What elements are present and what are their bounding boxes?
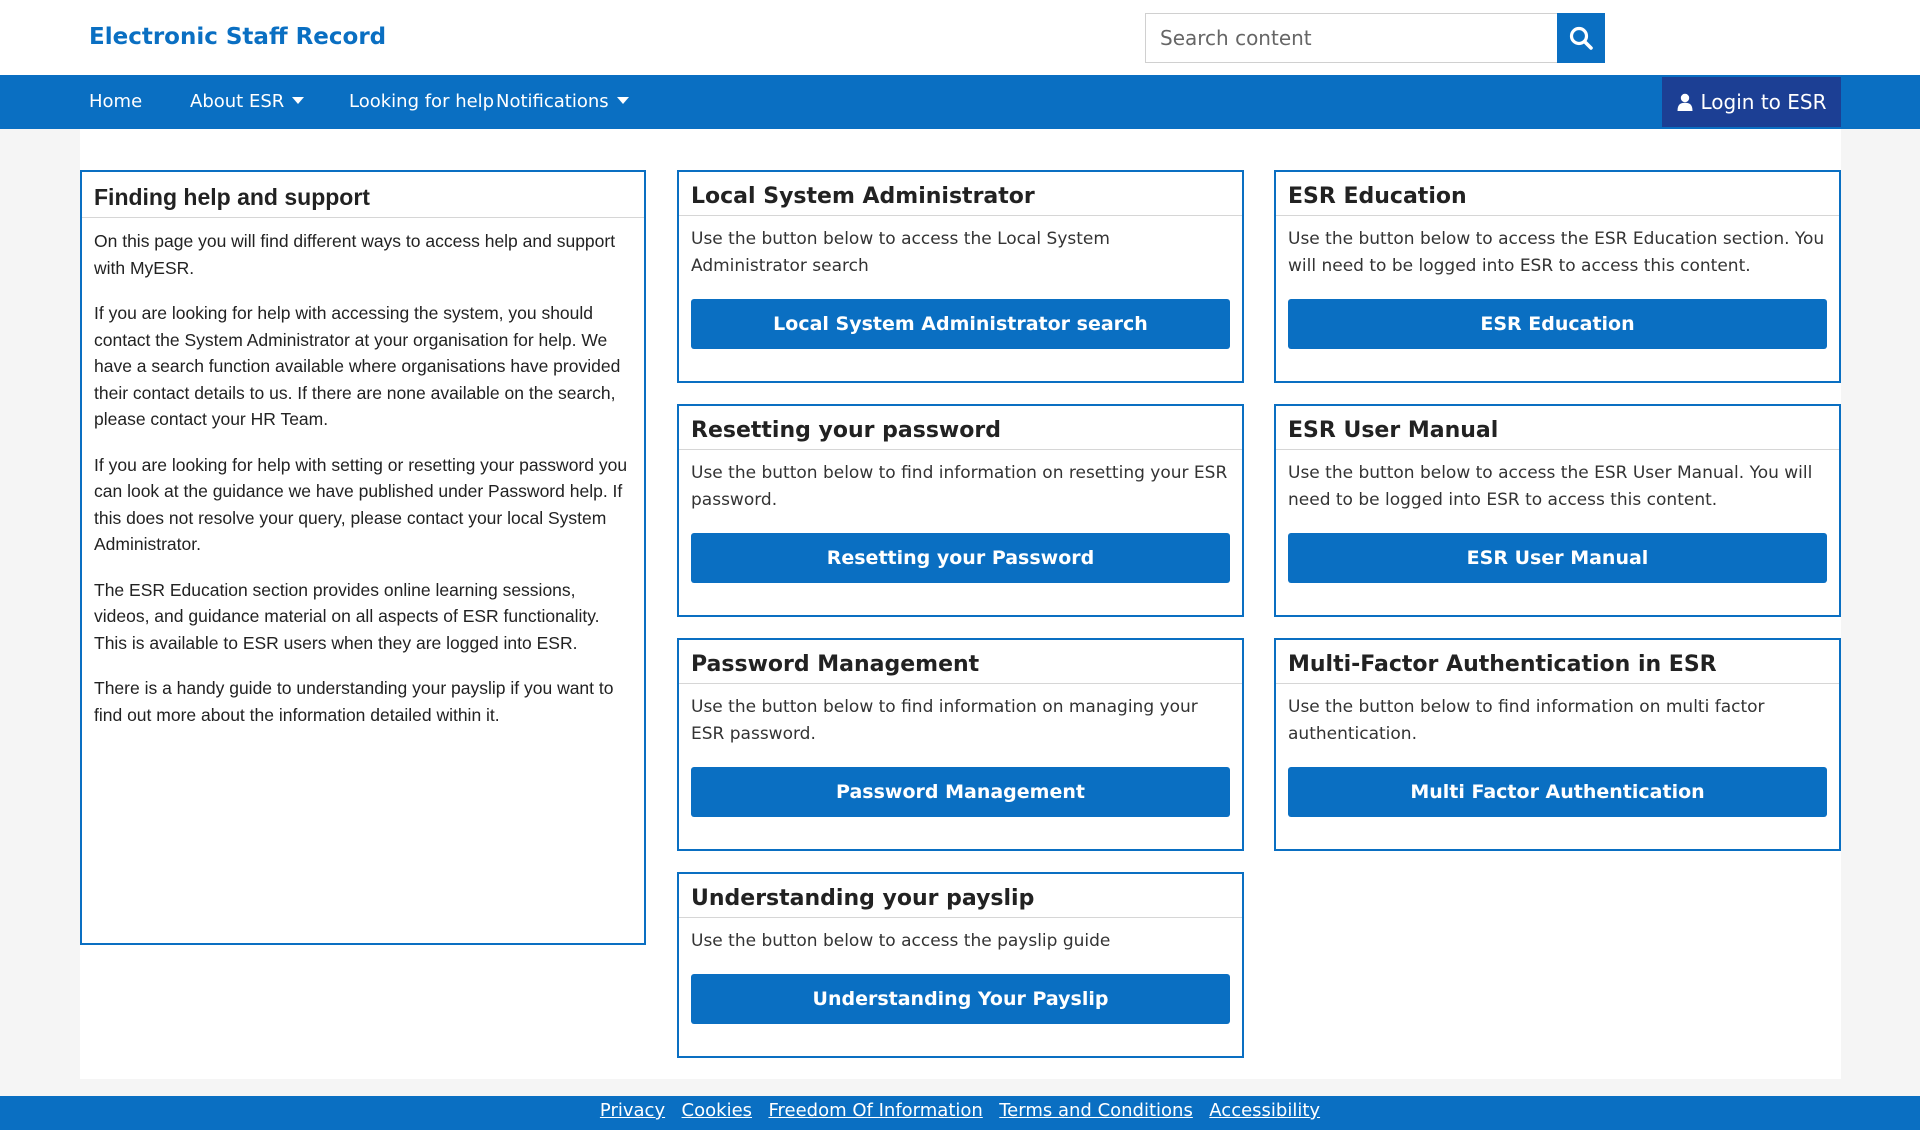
nav-item-label: Looking for help: [349, 91, 495, 112]
nav-item-label: About ESR: [190, 91, 285, 112]
card-text: Use the button below to access the payslip guide: [691, 931, 1111, 951]
nav-item-looking-for-help[interactable]: [349, 75, 494, 129]
footer-link-privacy[interactable]: Privacy: [599, 1100, 666, 1121]
footer-link-freedom-of-information[interactable]: Freedom Of Information: [768, 1100, 983, 1121]
card-esr-user-manual: [1274, 404, 1841, 617]
card-text: Use the button below to access the Local System Administrator search: [691, 229, 1110, 276]
card-password-management: [677, 638, 1244, 851]
nav-item-about-esr[interactable]: [190, 75, 304, 129]
card-title: Local System Administrator: [679, 172, 1242, 216]
nav-item-label: Home: [89, 91, 143, 112]
footer-link-terms-and-conditions[interactable]: Terms and Conditions: [999, 1100, 1193, 1121]
card-title: Password Management: [679, 640, 1242, 684]
card-title: ESR User Manual: [1276, 406, 1839, 450]
card-understanding-payslip: [677, 872, 1244, 1058]
card-title: Resetting your password: [679, 406, 1242, 450]
resetting-password-button[interactable]: Resetting your Password: [691, 533, 1230, 583]
card-text: Use the button below to access the ESR Education section. You will need to be logged into ESR to access this content.: [1288, 229, 1825, 276]
multi-factor-authentication-button[interactable]: Multi Factor Authentication: [1288, 767, 1827, 817]
card-text: Use the button below to find information on multi factor authentication.: [1288, 697, 1765, 744]
user-icon: [1677, 93, 1693, 111]
nav-item-label: Notifications: [496, 91, 609, 112]
card-title: Multi-Factor Authentication in ESR: [1276, 640, 1839, 684]
esr-user-manual-button[interactable]: ESR User Manual: [1288, 533, 1827, 583]
card-local-system-administrator: [677, 170, 1244, 383]
card-resetting-password: [677, 404, 1244, 617]
card-multi-factor-authentication: [1274, 638, 1841, 851]
password-management-button[interactable]: Password Management: [691, 767, 1230, 817]
help-paragraph: If you are looking for help with accessing the system, you should contact the System Administrator at your organisation for help. We have a search function available where organisations have provided their contact details to us. If there are none available on the search, please contact your HR Team.: [94, 303, 621, 429]
card-title: ESR Education: [1276, 172, 1839, 216]
help-panel: [80, 170, 646, 945]
magnifier-icon: [1568, 25, 1594, 51]
footer-link-cookies[interactable]: Cookies: [681, 1100, 753, 1121]
caret-down-icon: [292, 97, 304, 104]
help-paragraph: If you are looking for help with setting or resetting your password you can look at the guidance we have published under Password help. If this does not resolve your query, please contact your local System Administrator.: [94, 454, 628, 554]
card-text: Use the button below to access the ESR User Manual. You will need to be logged into ESR to access this content.: [1288, 463, 1813, 510]
site-brand[interactable]: Electronic Staff Record: [89, 24, 387, 50]
search-input[interactable]: [1145, 13, 1557, 63]
card-esr-education: [1274, 170, 1841, 383]
search-box: [1145, 13, 1605, 63]
caret-down-icon: [617, 97, 629, 104]
card-title: Understanding your payslip: [679, 874, 1242, 918]
footer: [0, 1096, 1920, 1130]
help-body: [82, 218, 644, 728]
understanding-payslip-button[interactable]: Understanding Your Payslip: [691, 974, 1230, 1024]
help-paragraph: On this page you will find different ways to access help and support with MyESR.: [94, 231, 616, 278]
nav-item-notifications[interactable]: [496, 75, 629, 129]
esr-education-button[interactable]: ESR Education: [1288, 299, 1827, 349]
footer-link-accessibility[interactable]: Accessibility: [1209, 1100, 1321, 1121]
search-button[interactable]: [1557, 13, 1605, 63]
main-nav: [0, 75, 1920, 129]
help-title: Finding help and support: [82, 172, 644, 218]
login-label: Login to ESR: [1700, 90, 1827, 114]
main-content: [80, 129, 1841, 1079]
card-text: Use the button below to find information on managing your ESR password.: [691, 697, 1198, 744]
top-bar: [0, 0, 1920, 75]
local-system-administrator-search-button[interactable]: Local System Administrator search: [691, 299, 1230, 349]
login-button[interactable]: [1662, 77, 1841, 127]
card-text: Use the button below to find information on resetting your ESR password.: [691, 463, 1228, 510]
help-paragraph: The ESR Education section provides online learning sessions, videos, and guidance material on all aspects of ESR functionality. This is available to ESR users when they are logged into ESR.: [94, 579, 600, 653]
nav-item-home[interactable]: [89, 75, 142, 129]
help-paragraph: There is a handy guide to understanding your payslip if you want to find out more about the information detailed within it.: [94, 678, 614, 725]
